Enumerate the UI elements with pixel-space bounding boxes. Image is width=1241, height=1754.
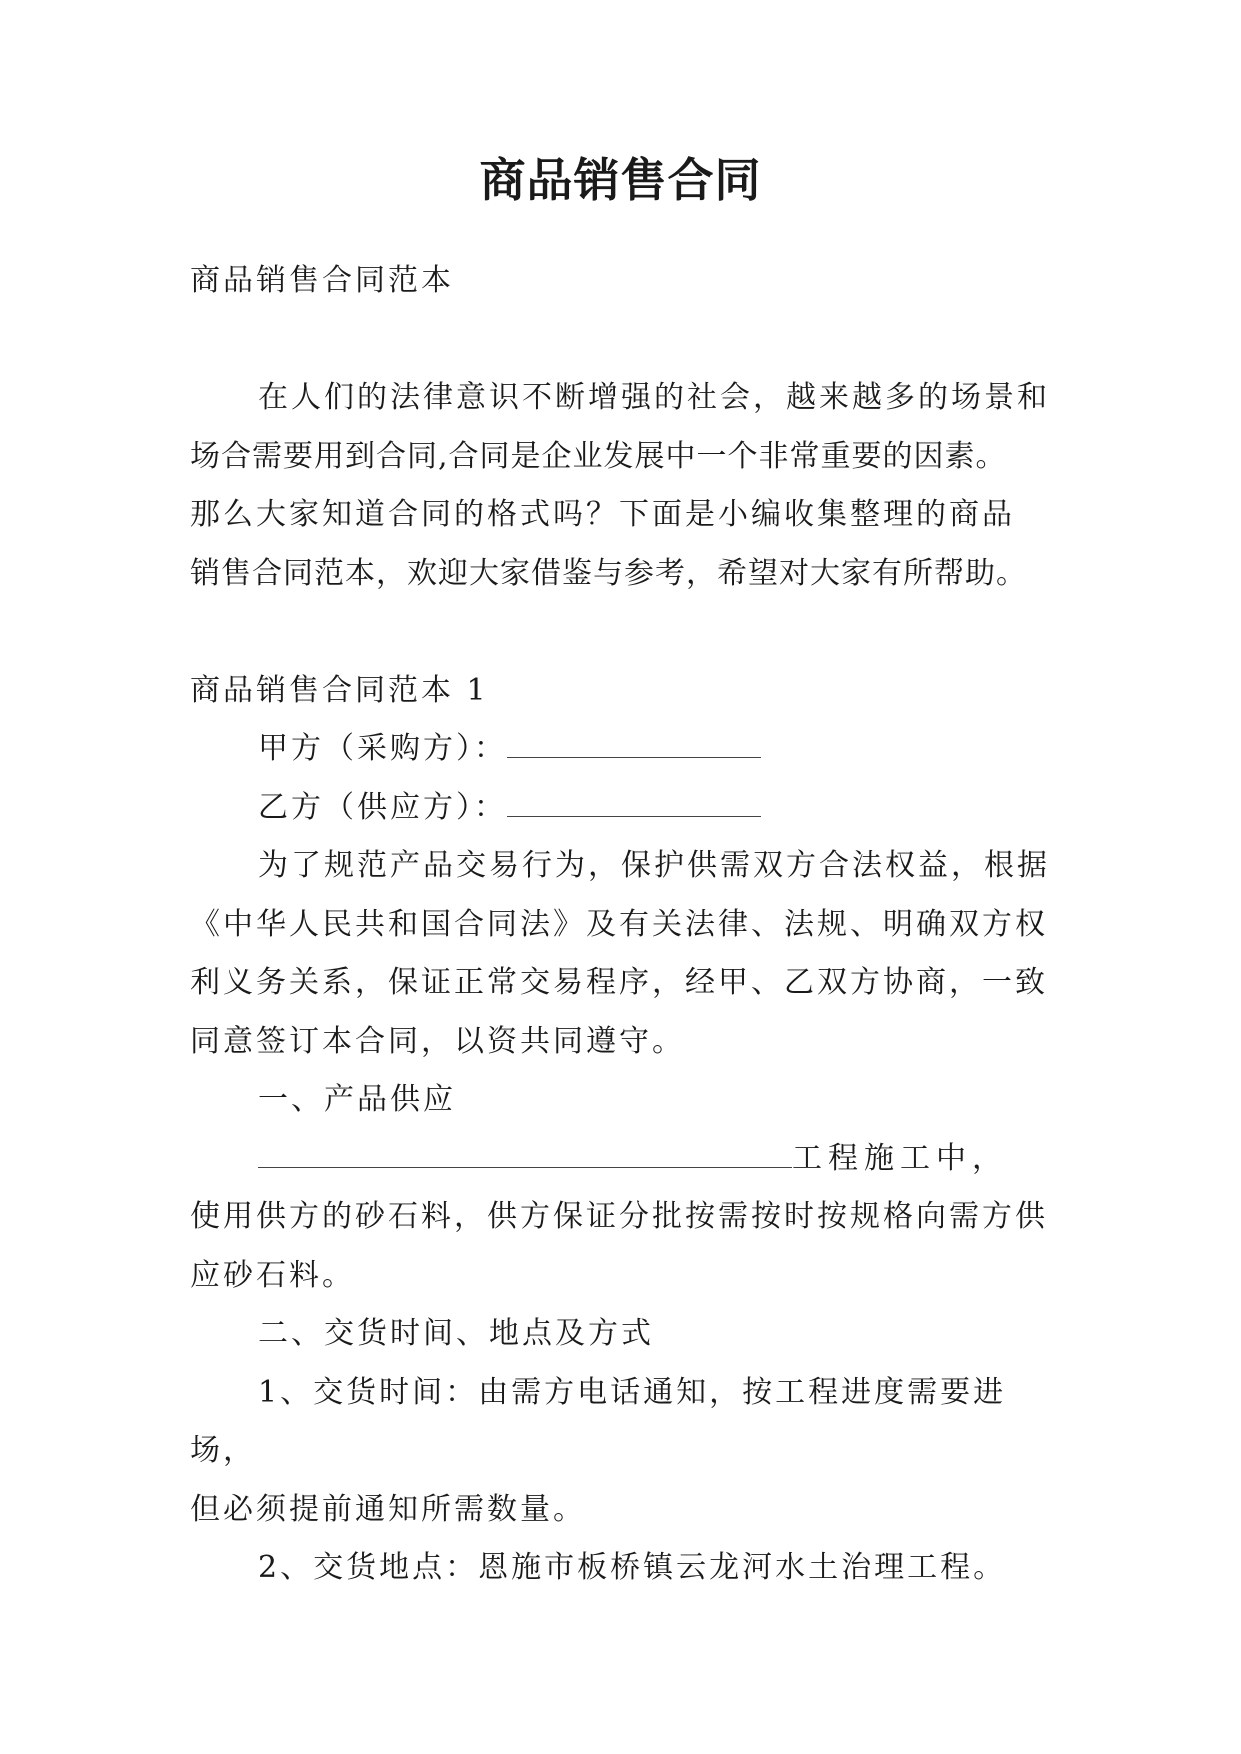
subtitle: 商品销售合同范本 — [190, 263, 454, 298]
clause-line: 2、交货地点：恩施市板桥镇云龙河水土治理工程。 — [258, 1550, 1007, 1585]
preamble-line: 利义务关系，保证正常交易程序，经甲、乙双方协商，一致 — [190, 965, 1048, 1000]
party-b-label: 乙方（供应方）： — [258, 789, 507, 825]
intro-line: 场合需要用到合同,合同是企业发展中一个非常重要的因素。 — [190, 438, 1007, 474]
party-a-blank — [507, 723, 761, 758]
spacer — [190, 603, 1050, 662]
clause1-tail: 工程施工中， — [792, 1140, 1008, 1176]
project-name-blank — [258, 1133, 792, 1168]
clause1-first-line — [190, 1130, 1050, 1189]
intro-line: 那么大家知道合同的格式吗？下面是小编收集整理的商品 — [190, 497, 1015, 532]
clause-line: 使用供方的砂石料，供方保证分批按需按时按规格向需方供 — [190, 1199, 1048, 1234]
document-title: 商品销售合同 — [479, 153, 762, 207]
party-a-line — [190, 720, 1050, 779]
intro-line: 在人们的法律意识不断增强的社会，越来越多的场景和 — [258, 380, 1050, 415]
party-b-blank — [507, 782, 761, 817]
clause-title: 二、交货时间、地点及方式 — [258, 1316, 654, 1351]
preamble-line: 为了规范产品交易行为，保护供需双方合法权益，根据 — [258, 848, 1050, 883]
clause-line: 1、交货时间：由需方电话通知，按工程进度需要进场， — [190, 1374, 1007, 1468]
party-a-label: 甲方（采购方）： — [258, 731, 507, 766]
intro-line: 销售合同范本，欢迎大家借鉴与参考，希望对大家有所帮助。 — [190, 555, 1027, 591]
clause-title: 一、产品供应 — [258, 1082, 456, 1117]
party-b-line — [190, 779, 1050, 838]
clause-line: 应砂石料。 — [190, 1257, 355, 1293]
clause-line: 但必须提前通知所需数量。 — [190, 1491, 586, 1527]
spacer — [190, 311, 1050, 370]
preamble-line: 同意签订本合同，以资共同遵守。 — [190, 1023, 685, 1059]
section-title: 商品销售合同范本 1 — [190, 672, 489, 708]
preamble-line: 《中华人民共和国合同法》及有关法律、法规、明确双方权 — [190, 906, 1048, 942]
document-body — [190, 252, 1050, 1598]
